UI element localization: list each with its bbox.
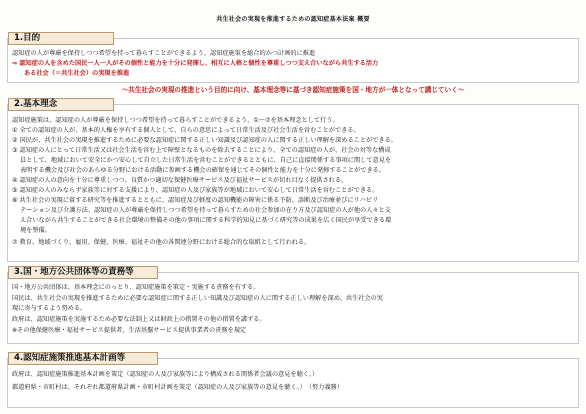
duties-line: 政府は、認知症施策を実施するため必要な法制上又は財政上の措置その他の措置を講ずる。 [12,316,266,323]
section-plan [7,358,579,408]
section-heading-duties: 3.国・地方公共団体等の責務等 [8,266,158,279]
principle-line: ⑥ 共生社会の実現に資する研究等を推進するとともに、認知症及び軽度の認知機能の障害に係る予防、診断及び治療並びにリハビリ [12,197,379,204]
section-heading-purpose: 1.目的 [8,32,114,45]
duties-line: ※その他保健医療・福祉サービス提供者、生活基盤サービス提供事業者の責務を規定 [12,327,247,334]
principle-line: テーション及び介護方法、認知症の人が尊厳を保持しつつ希望を持って暮らすための社会参加の在り方及び認知症の人が他の人々と支 [20,207,391,214]
principle-line: ④ 認知症の人の意向を十分に尊重しつつ、良質かつ適切な保健医療サービス及び福祉サービスが切れ目なく提供される。 [12,177,348,184]
principle-line: 表明する機会及び社会のあらゆる分野における活動に参画する機会の確保を通じてその個性と能力を十分に発揮することができる。 [20,167,386,174]
principle-line: 境を整備。 [20,227,51,234]
plan-line: 政府は、認知症施策推進基本計画を策定（認知症の人及び家族等により構成される関係者会議の意見を聴く。） [12,371,319,378]
duties-line: 国・地方公共団体は、基本理念にのっとり、認知症施策を策定・実施する責務を有する。 [12,284,260,291]
purpose-band: ～共生社会の実現の推進という目的に向け、基本理念等に基づき認知症施策を国・地方が一体となって講じていく～ [121,86,465,94]
purpose-line: ⇒ 認知症の人を含めた国民一人一人がその個性と能力を十分に発揮し、相互に人格と個性を尊重しつつ支え合いながら共生する活力 [12,60,379,67]
principle-line: 員として、地域において安全にかつ安心して自立した日常生活を営むことができるとともに、自己に直接関係する事項に関して意見を [20,157,392,164]
principle-line: ⑦ 教育、地域づくり、雇用、保健、医療、福祉その他の各関連分野における総合的な取組として行われる。 [12,239,311,246]
principle-line: ① 全ての認知症の人が、基本的人権を享有する個人として、自らの意思によって日常生活及び社会生活を営むことができる。 [12,127,360,134]
plan-line: 都道府県・市町村は、それぞれ都道府県計画・市町村計画を策定（認知症の人及び家族等の意見を聴く。） （努力義務） [12,384,343,391]
duties-line: 国民は、共生社会の実現を推進するために必要な認知症に関する正しい知識及び認知症の人に関する正しい理解を深め、共生社会の実 [12,295,383,302]
section-heading-principles: 2.基本理念 [8,98,114,111]
page-title: 共生社会の実現を推進するための認知症基本法案 概要 [216,16,370,23]
principle-line: ③ 認知症の人にとって日常生活又は社会生活を営む上で障壁となるものを除去することにより、全ての認知症の人が、社会の対等な構成 [12,147,391,154]
section-heading-plan: 4.認知症施策推進基本計画等 [8,352,158,365]
principles-intro: 認知症施策は、認知症の人が尊厳を保持しつつ希望を持って暮らすことができるよう、①～⑦を基本理念として行う。 [12,117,339,124]
principle-line: ⑤ 認知症の人のみならず家族等に対する支援により、認知症の人及び家族等が地域において安心して日常生活を営むことができる。 [12,187,379,194]
purpose-line: 認知症の人が尊厳を保持しつつ希望を持って暮らすことができるよう、認知症施策を総合的かつ計画的に推進 [12,50,316,57]
principle-line: え合いながら共生することができる社会環境の整備その他の事項に関する科学的知見に基づく研究等の成果を広く国民が享受できる環 [20,217,392,224]
purpose-line: ある社会（＝共生社会）の実現を推進 [24,70,130,77]
duties-line: 現に寄与するよう努める。 [12,305,87,312]
principle-line: ② 国民が、共生社会の実現を推進するために必要な認知症に関する正しい知識及び認知症の人に関する正しい理解を深めることができる。 [12,137,397,144]
